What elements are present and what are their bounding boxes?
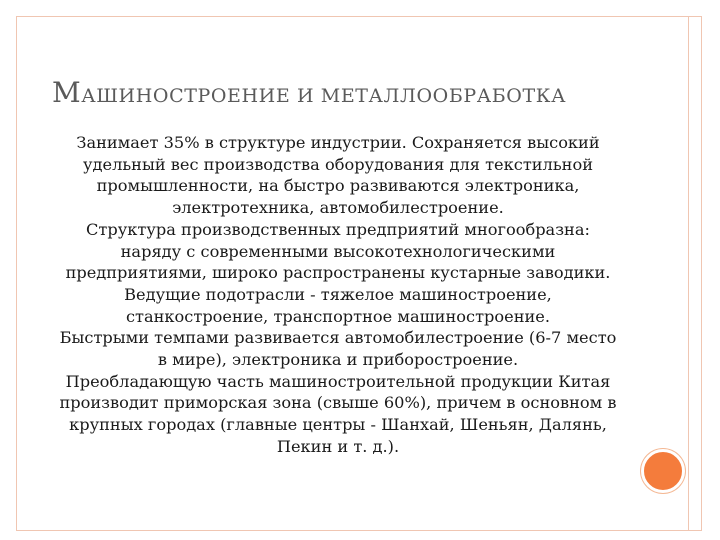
title-rest: АШИНОСТРОЕНИЕ И МЕТАЛЛООБРАБОТКА bbox=[81, 85, 567, 107]
body-paragraph-1: Занимает 35% в структуре индустрии. Сохраняется высокий удельный вес производства оборудования для текстильной промышленности, на быстро развиваются электроника, электротехника, автомобилестроение. bbox=[76, 133, 600, 218]
body-paragraph-4: Быстрыми темпами развивается автомобилестроение (6-7 место в мире), электроника и приборостроение. bbox=[59, 328, 617, 370]
body-paragraph-3: Ведущие подотрасли - тяжелое машиностроение, станкостроение, транспортное машиностроение. bbox=[124, 284, 552, 326]
body-paragraph-2: Структура производственных предприятий многообразна: наряду с современными высокотехнологическими предприятиями, широко распространены кустарные заводики. bbox=[65, 219, 611, 283]
orange-circle-decoration bbox=[641, 449, 685, 493]
slide-title bbox=[52, 76, 672, 109]
body-paragraph-5: Преобладающую часть машиностроительной продукции Китая производит приморская зона (свыше 60%), причем в основном в крупных городах (главные центры - Шанхай, Шеньян, Далянь, Пекин и т. д.). bbox=[59, 371, 617, 456]
frame-right-edge bbox=[688, 16, 702, 531]
slide-body bbox=[58, 132, 618, 458]
title-first-letter: М bbox=[52, 76, 82, 109]
